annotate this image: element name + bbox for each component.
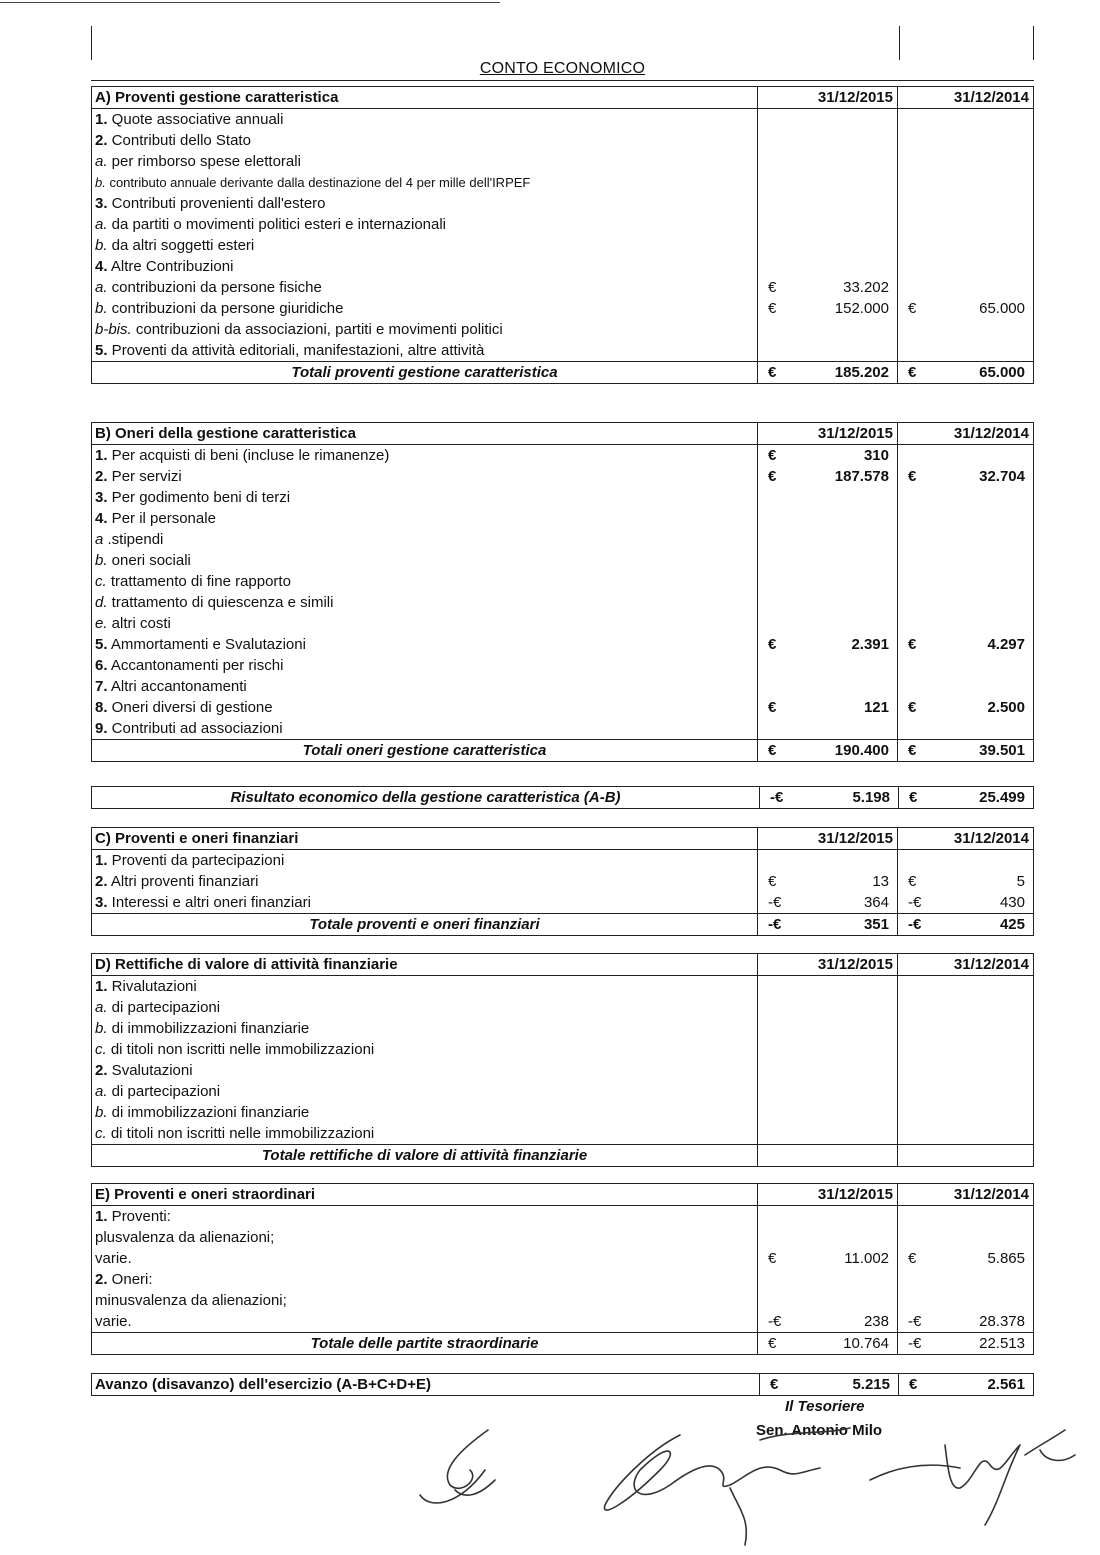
row-label: Per acquisti di beni (incluse le rimanenze): [107, 446, 390, 464]
negative-currency-symbol: -€: [768, 1312, 782, 1330]
value-2014: 28.378: [979, 1312, 1025, 1330]
final-result-2014: 2.561: [987, 1375, 1025, 1393]
document-title: CONTO ECONOMICO: [479, 60, 646, 77]
row-label: varie.: [95, 1312, 132, 1330]
handwritten-signature: [400, 1410, 1080, 1550]
table-row: [92, 1227, 1034, 1248]
value-2014: 2.500: [987, 698, 1025, 716]
row-label: Rivalutazioni: [107, 977, 197, 995]
currency-symbol: €: [908, 1249, 917, 1267]
section-e-table: [91, 1183, 1034, 1355]
row-number: 4.: [95, 509, 108, 527]
section-c-header: C) Proventi e oneri finanziari: [92, 828, 758, 850]
row-number: a.: [95, 1082, 108, 1100]
value-2015: 13: [872, 872, 889, 890]
table-row: [92, 340, 1034, 362]
table-row: [92, 466, 1034, 487]
row-number: a.: [95, 152, 108, 170]
value-2014: 32.704: [979, 467, 1025, 485]
table-row: [92, 1060, 1034, 1081]
signatory-name: Sen. Antonio Milo: [756, 1422, 883, 1439]
negative-currency-symbol: -€: [908, 1312, 922, 1330]
table-row: [92, 871, 1034, 892]
row-label: Svalutazioni: [107, 1061, 193, 1079]
row-label: da partiti o movimenti politici esteri e internazionali: [107, 215, 447, 233]
row-number: b.: [95, 299, 108, 317]
row-number: e.: [95, 614, 108, 632]
value-2014: 5: [1016, 872, 1025, 890]
section-e-total-2014: 22.513: [979, 1334, 1025, 1352]
row-label: di partecipazioni: [107, 1082, 221, 1100]
row-number: 3.: [95, 893, 108, 911]
currency-symbol: €: [768, 446, 777, 464]
row-number: c.: [95, 572, 107, 590]
row-number: 3.: [95, 488, 108, 506]
final-result-2015: 5.215: [852, 1375, 890, 1393]
section-a-header: A) Proventi gestione caratteristica: [92, 87, 758, 109]
frame-right-border: [1033, 26, 1034, 60]
col-2014-header: 31/12/2014: [898, 1184, 1034, 1206]
row-label: di immobilizzazioni finanziarie: [107, 1103, 310, 1121]
row-number: 4.: [95, 257, 108, 275]
row-number: 7.: [95, 677, 108, 695]
currency-symbol: €: [768, 363, 777, 381]
row-label: Oneri diversi di gestione: [107, 698, 273, 716]
row-label: contributo annuale derivante dalla destinazione del 4 per mille dell'IRPEF: [105, 174, 531, 190]
row-label: trattamento di quiescenza e simili: [107, 593, 334, 611]
frame-left-border: [91, 26, 92, 60]
row-label: Altri accantonamenti: [107, 677, 247, 695]
value-2014: 5.865: [987, 1249, 1025, 1267]
table-row: [92, 235, 1034, 256]
table-row: [92, 634, 1034, 655]
currency-symbol: €: [768, 467, 777, 485]
row-number: b.: [95, 1103, 108, 1121]
value-2014: 65.000: [979, 299, 1025, 317]
row-number: 2.: [95, 1270, 108, 1288]
row-label: di immobilizzazioni finanziarie: [107, 1019, 310, 1037]
row-label: Per servizi: [107, 467, 182, 485]
row-number: 2.: [95, 1061, 108, 1079]
table-row: [92, 298, 1034, 319]
table-row: [92, 592, 1034, 613]
row-number: 1.: [95, 977, 108, 995]
section-a-table: [91, 86, 1034, 384]
currency-symbol: €: [768, 278, 777, 296]
section-b-total-2015: 190.400: [834, 741, 889, 759]
row-number: b-bis.: [95, 320, 132, 338]
row-label: Contributi provenienti dall'estero: [107, 194, 326, 212]
row-label: altri costi: [107, 614, 171, 632]
section-e-total-2015: 10.764: [843, 1334, 889, 1352]
row-label: Ammortamenti e Svalutazioni: [107, 635, 306, 653]
currency-symbol: €: [908, 698, 917, 716]
value-2015: 121: [863, 698, 889, 716]
table-row: [92, 1039, 1034, 1060]
row-number: 8.: [95, 698, 108, 716]
section-b-table: [91, 422, 1034, 762]
row-label: di partecipazioni: [107, 998, 221, 1016]
row-number: 5.: [95, 341, 108, 359]
row-label: Accantonamenti per rischi: [107, 656, 284, 674]
section-c-table: [91, 827, 1034, 936]
table-row: [92, 1290, 1034, 1311]
row-number: 3.: [95, 194, 108, 212]
row-number: b.: [95, 174, 106, 190]
currency-symbol: €: [768, 299, 777, 317]
row-number: c.: [95, 1040, 107, 1058]
col-2014-header: 31/12/2014: [898, 423, 1034, 445]
row-label: Per il personale: [107, 509, 216, 527]
table-row: [92, 172, 1034, 193]
table-row: [92, 1081, 1034, 1102]
row-label: Contributi ad associazioni: [107, 719, 283, 737]
table-row: [92, 193, 1034, 214]
negative-currency-symbol: -€: [908, 893, 922, 911]
currency-symbol: €: [909, 1375, 918, 1393]
section-c-total-label: Totale proventi e oneri finanziari: [92, 914, 758, 936]
table-row: [92, 130, 1034, 151]
currency-symbol: €: [768, 741, 777, 759]
row-label: .stipendi: [103, 530, 164, 548]
table-row: [92, 892, 1034, 914]
value-2014: 430: [999, 893, 1025, 911]
row-number: 1.: [95, 110, 108, 128]
table-row: [92, 277, 1034, 298]
currency-symbol: €: [768, 1334, 777, 1352]
top-rule: [0, 2, 500, 3]
section-c-total-2014: 425: [999, 915, 1025, 933]
table-row: [92, 529, 1034, 550]
row-number: 2.: [95, 131, 108, 149]
section-e-header: E) Proventi e oneri straordinari: [92, 1184, 758, 1206]
row-number: b.: [95, 236, 108, 254]
row-label: varie.: [95, 1249, 132, 1267]
frame-mid-border: [899, 26, 900, 60]
table-row: [92, 1018, 1034, 1039]
section-d-table: [91, 953, 1034, 1167]
row-number: 9.: [95, 719, 108, 737]
row-label: plusvalenza da alienazioni;: [95, 1228, 275, 1246]
final-result-table: [91, 1373, 1034, 1396]
section-b-total-label: Totali oneri gestione caratteristica: [92, 740, 758, 762]
row-label: da altri soggetti esteri: [107, 236, 255, 254]
table-row: [92, 256, 1034, 277]
value-2015: 2.391: [851, 635, 889, 653]
table-row: [92, 718, 1034, 740]
row-number: a.: [95, 998, 108, 1016]
section-b-total-2014: 39.501: [979, 741, 1025, 759]
row-number: a.: [95, 215, 108, 233]
signatory-role: Il Tesoriere: [785, 1398, 865, 1415]
col-2015-header: 31/12/2015: [758, 828, 898, 850]
result-ab-2015: 5.198: [852, 788, 890, 806]
row-label: per rimborso spese elettorali: [107, 152, 301, 170]
currency-symbol: €: [908, 299, 917, 317]
row-label: Oneri:: [107, 1270, 153, 1288]
row-number: b.: [95, 551, 108, 569]
col-2015-header: 31/12/2015: [758, 1184, 898, 1206]
table-row: [92, 1311, 1034, 1333]
table-row: [92, 976, 1034, 998]
row-number: d.: [95, 593, 108, 611]
title-rule: [91, 80, 1034, 81]
currency-symbol: €: [908, 363, 917, 381]
col-2015-header: 31/12/2015: [758, 954, 898, 976]
col-2014-header: 31/12/2014: [898, 954, 1034, 976]
section-d-total-label: Totale rettifiche di valore di attività finanziarie: [92, 1145, 758, 1167]
currency-symbol: €: [768, 1249, 777, 1267]
row-label: di titoli non iscritti nelle immobilizzazioni: [106, 1124, 375, 1142]
row-label: Proventi:: [107, 1207, 171, 1225]
table-row: [92, 997, 1034, 1018]
col-2014-header: 31/12/2014: [898, 87, 1034, 109]
value-2015: 310: [863, 446, 889, 464]
row-number: 2.: [95, 467, 108, 485]
row-label: Proventi da attività editoriali, manifestazioni, altre attività: [107, 341, 485, 359]
table-row: [92, 676, 1034, 697]
final-result-label: Avanzo (disavanzo) dell'esercizio (A-B+C+D+E): [92, 1374, 760, 1396]
section-a-total-label: Totali proventi gestione caratteristica: [92, 362, 758, 384]
currency-symbol: €: [908, 467, 917, 485]
row-label: Contributi dello Stato: [107, 131, 251, 149]
table-row: [92, 1248, 1034, 1269]
section-a-total-2014: 65.000: [979, 363, 1025, 381]
table-row: [92, 655, 1034, 676]
table-row: [92, 1123, 1034, 1145]
negative-currency-symbol: -€: [908, 915, 922, 933]
table-row: [92, 109, 1034, 131]
section-d-header: D) Rettifiche di valore di attività finanziarie: [92, 954, 758, 976]
value-2014: 4.297: [987, 635, 1025, 653]
table-row: [92, 571, 1034, 592]
table-row: [92, 319, 1034, 340]
row-number: a: [95, 530, 104, 548]
table-row: [92, 697, 1034, 718]
row-number: a.: [95, 278, 108, 296]
table-row: [92, 487, 1034, 508]
value-2015: 364: [863, 893, 889, 911]
table-row: [92, 1269, 1034, 1290]
section-b-header: B) Oneri della gestione caratteristica: [92, 423, 758, 445]
row-label: contribuzioni da persone fisiche: [107, 278, 322, 296]
row-label: contribuzioni da persone giuridiche: [107, 299, 344, 317]
row-number: 6.: [95, 656, 108, 674]
row-number: c.: [95, 1124, 107, 1142]
negative-currency-symbol: -€: [768, 893, 782, 911]
table-row: [92, 214, 1034, 235]
table-row: [92, 445, 1034, 467]
row-label: Altre Contribuzioni: [107, 257, 234, 275]
section-a-total-2015: 185.202: [834, 363, 889, 381]
currency-symbol: €: [768, 635, 777, 653]
currency-symbol: €: [770, 1375, 779, 1393]
section-c-total-2015: 351: [863, 915, 889, 933]
col-2014-header: 31/12/2014: [898, 828, 1034, 850]
currency-symbol: €: [908, 741, 917, 759]
row-number: 2.: [95, 872, 108, 890]
currency-symbol: €: [768, 872, 777, 890]
row-label: trattamento di fine rapporto: [106, 572, 291, 590]
value-2015: 11.002: [844, 1249, 889, 1267]
row-label: Proventi da partecipazioni: [107, 851, 285, 869]
row-label: contribuzioni da associazioni, partiti e movimenti politici: [131, 320, 503, 338]
row-number: 1.: [95, 1207, 108, 1225]
currency-symbol: €: [908, 635, 917, 653]
row-label: Quote associative annuali: [107, 110, 284, 128]
table-row: [92, 550, 1034, 571]
negative-currency-symbol: -€: [768, 915, 782, 933]
value-2015: 238: [863, 1312, 889, 1330]
row-number: 1.: [95, 446, 108, 464]
table-row: [92, 508, 1034, 529]
currency-symbol: €: [768, 698, 777, 716]
row-label: Interessi e altri oneri finanziari: [107, 893, 311, 911]
value-2015: 33.202: [843, 278, 889, 296]
result-ab-2014: 25.499: [979, 788, 1025, 806]
value-2015: 187.578: [834, 467, 889, 485]
row-number: b.: [95, 1019, 108, 1037]
row-label: Per godimento beni di terzi: [107, 488, 291, 506]
col-2015-header: 31/12/2015: [758, 423, 898, 445]
section-e-total-label: Totale delle partite straordinarie: [92, 1333, 758, 1355]
col-2015-header: 31/12/2015: [758, 87, 898, 109]
result-ab-label: Risultato economico della gestione caratteristica (A-B): [92, 787, 760, 809]
row-label: di titoli non iscritti nelle immobilizzazioni: [106, 1040, 375, 1058]
row-number: 5.: [95, 635, 108, 653]
currency-symbol: €: [909, 788, 918, 806]
row-label: Altri proventi finanziari: [107, 872, 259, 890]
negative-currency-symbol: -€: [908, 1334, 922, 1352]
table-row: [92, 1102, 1034, 1123]
negative-currency-symbol: -€: [770, 788, 784, 806]
table-row: [92, 850, 1034, 872]
value-2015: 152.000: [834, 299, 889, 317]
result-ab-table: [91, 786, 1034, 809]
table-row: [92, 1206, 1034, 1228]
table-row: [92, 151, 1034, 172]
row-label: oneri sociali: [107, 551, 191, 569]
row-label: minusvalenza da alienazioni;: [95, 1291, 287, 1309]
table-row: [92, 613, 1034, 634]
currency-symbol: €: [908, 872, 917, 890]
row-number: 1.: [95, 851, 108, 869]
